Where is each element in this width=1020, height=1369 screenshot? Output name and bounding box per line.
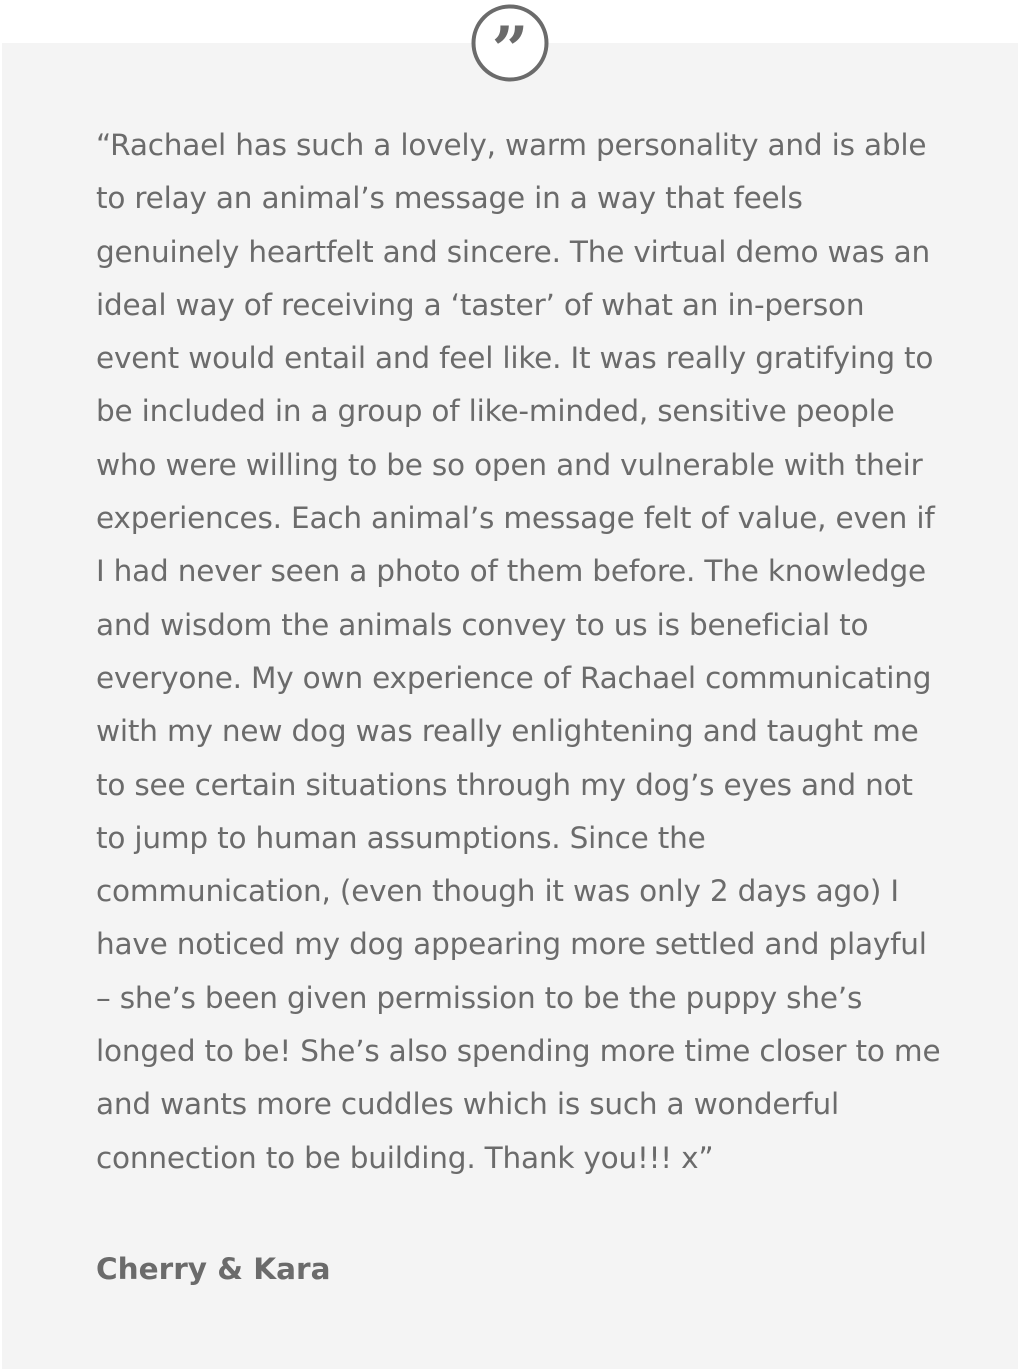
testimonial-author: Cherry & Kara — [96, 1252, 331, 1286]
quote-mark-icon — [471, 4, 549, 82]
svg-text:”: ” — [491, 13, 529, 82]
testimonial-quote: “Rachael has such a lovely, warm personality and is able to relay an animal’s message in a way that feels genuinely heartfelt and sincere. The virtual demo was an ideal way of receiving a ‘taster’ of what an in-person event would entail and feel like. It was really gratifying to be included in a group of like-minded, sensitive people who were willing to be so open and vulnerable with their experiences. Each animal’s message felt of value, even if I had never seen a photo of them before. The knowledge and wisdom the animals convey to us is beneficial to everyone. My own experience of Rachael communicating with my new dog was really enlightening and taught me to see certain situations through my dog’s eyes and not to jump to human assumptions. Since the communication, (even though it was only 2 days ago) I have noticed my dog appearing more settled and playful – she’s been given permission to be the puppy she’s longed to be! She’s also spending more time closer to me and wants more cuddles which is such a wonderful connection to be building. Thank you!!! x” — [96, 128, 941, 1175]
